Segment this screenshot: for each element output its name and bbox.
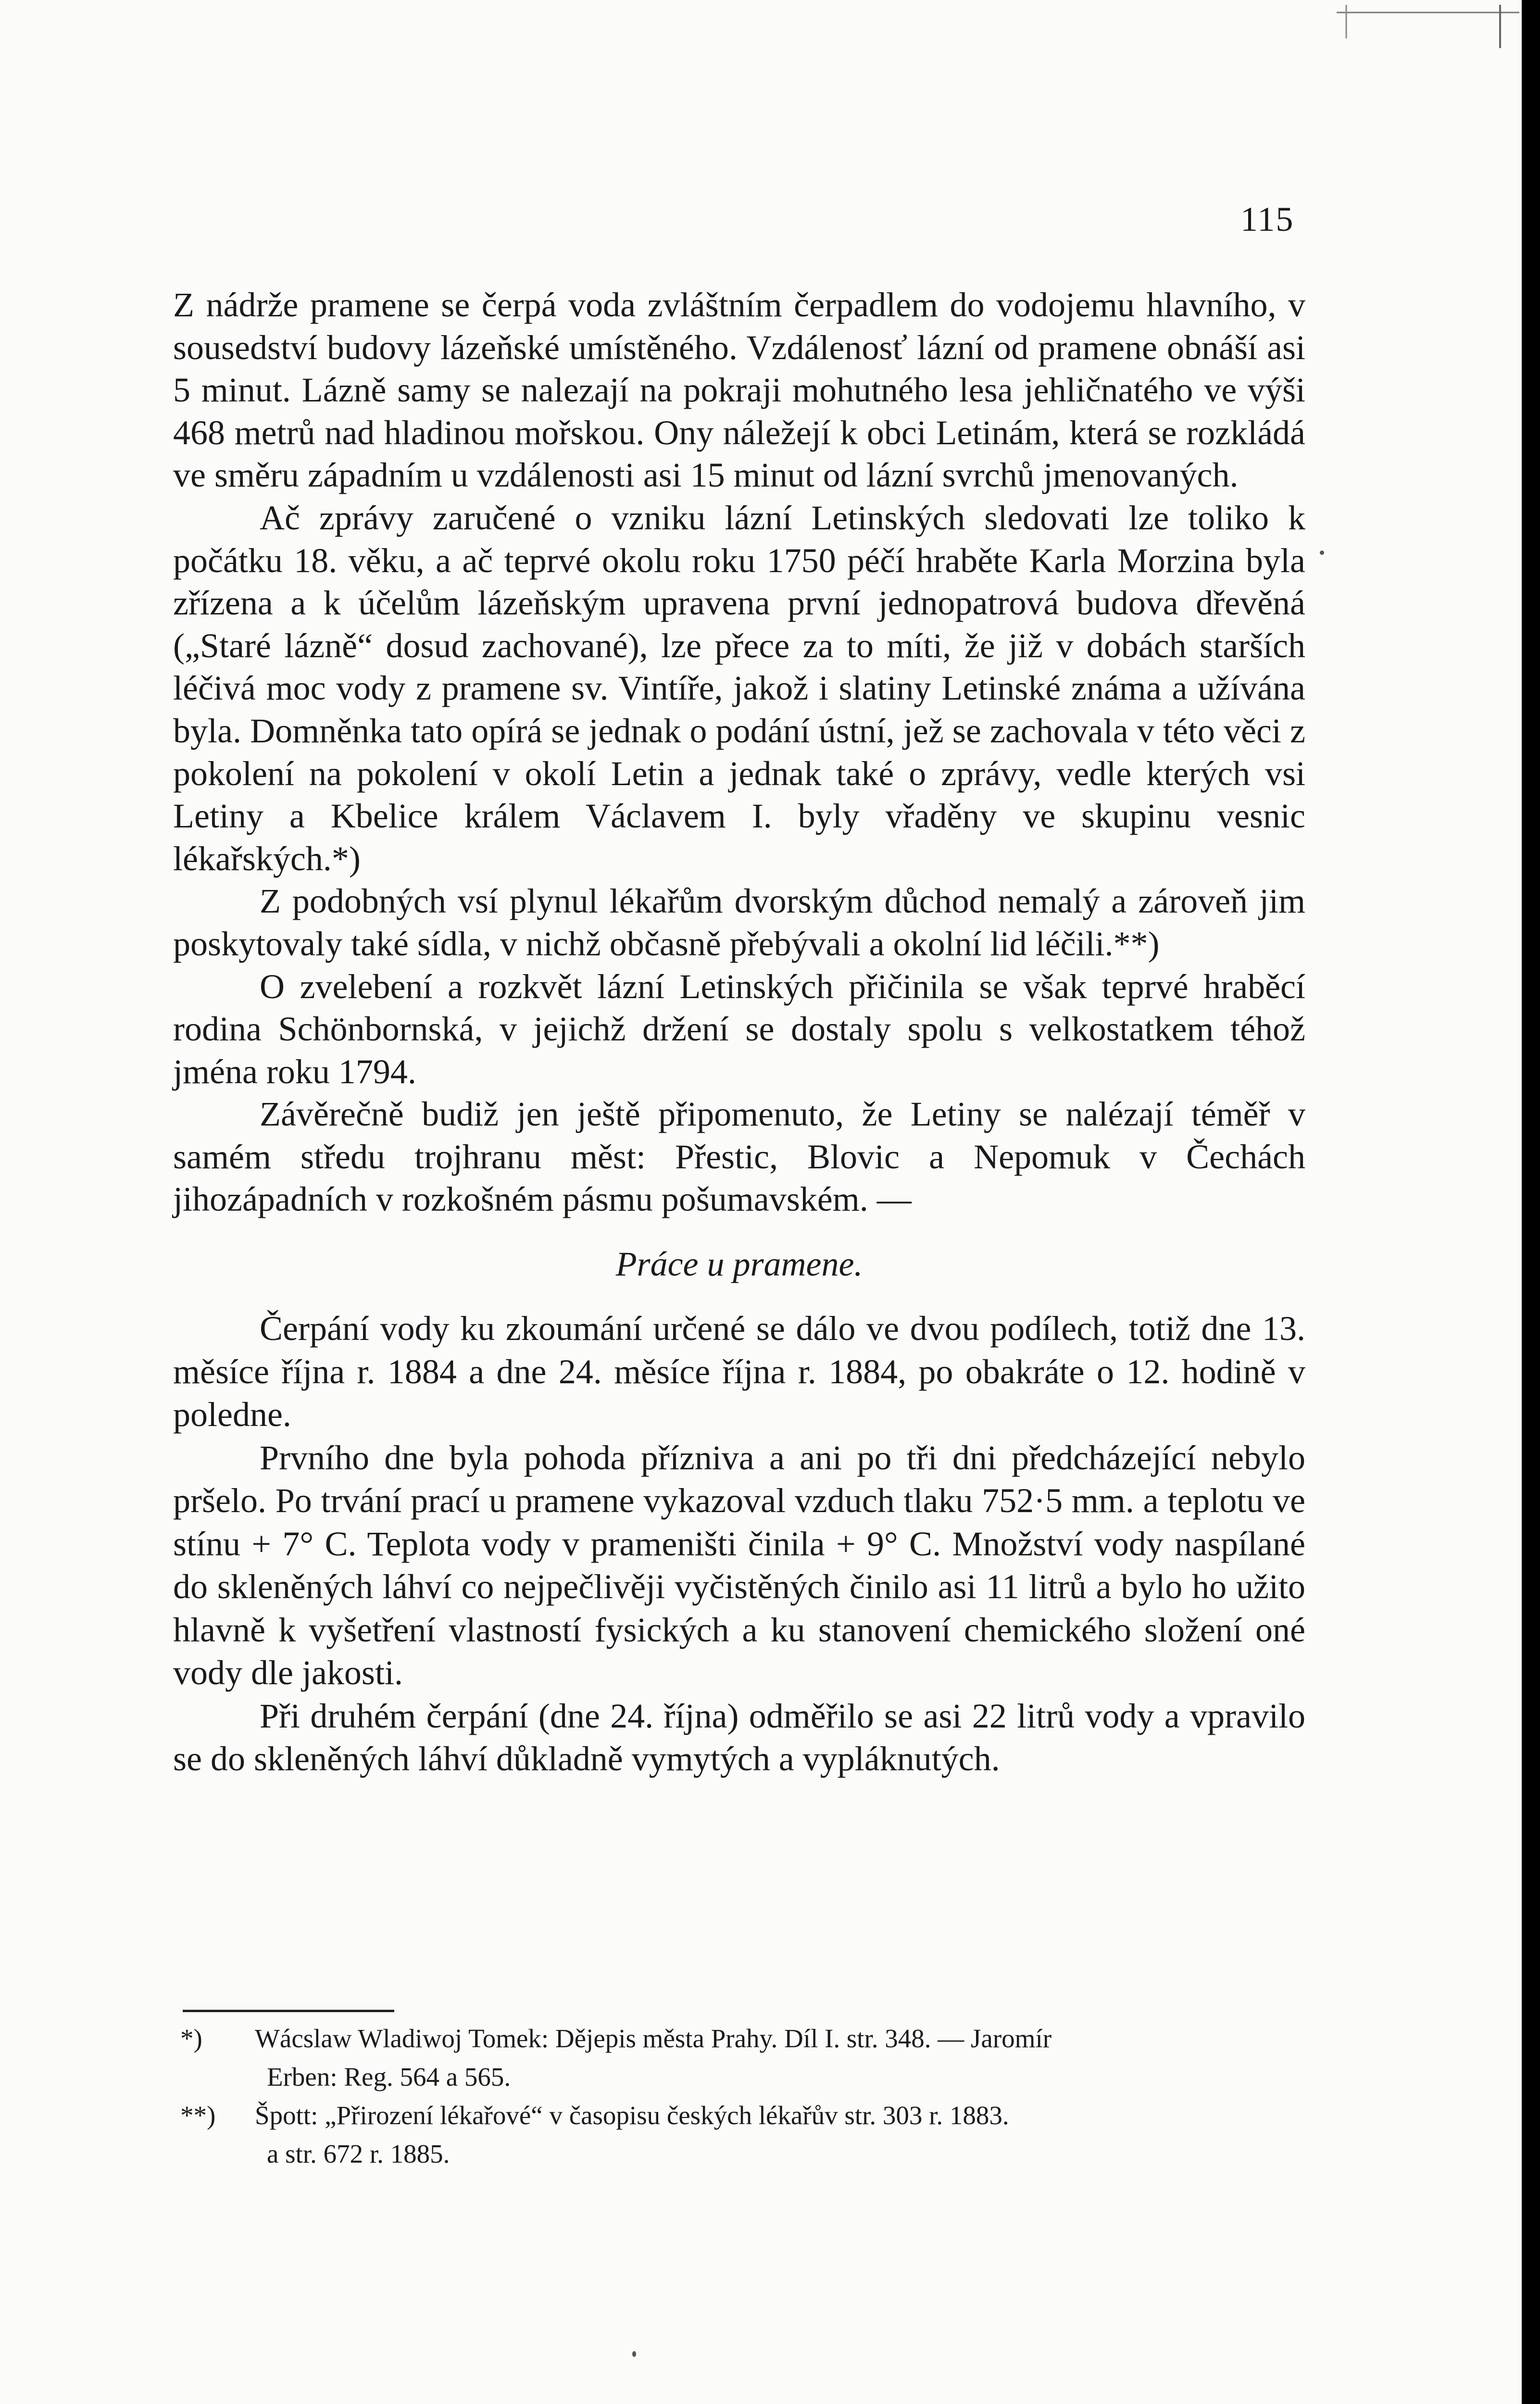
footnote-line: Špott: „Přirození lékařové“ v časopisu českých lékařův str. 303 r. 1883. <box>255 2101 1009 2130</box>
paragraph-spa-history: Ač zprávy zaručené o vzniku lázní Letinských sledovati lze toliko k počátku 18. věku, a ač teprvé okolu roku 1750 péčí hraběte Karla Morzina byla zřízena a k účelům lázeňským upravena první jednopatrová budova dřevěná („Staré lázně“ dosud zachované), lze přece za to míti, že již v dobách starších léčivá moc vody z pramene sv. Vintíře, jakož i slatiny Letinské známa a užívána byla. Domněnka tato opírá se jednak o podání ústní, jež se zachovala v této věci z pokolení na pokolení v okolí Letin a jednak také o zprávy, vedle kterých vsi Letiny a Kbelice králem Václavem I. byly vřaděny ve skupinu vesnic lékařských.*) <box>173 498 1305 878</box>
body-text <box>173 284 1305 1781</box>
paragraph-location: Závěrečně budiž jen ještě připomenuto, že Letiny se nalézají téměř v samém středu trojhranu měst: Přestic, Blovic a Nepomuk v Čechách jihozápadních v rozkošném pásmu pošumavském. — <box>173 1095 1305 1219</box>
paragraph-water-reservoir: Z nádrže pramene se čerpá voda zvláštním čerpadlem do vodojemu hlavního, v sousedství budovy lázeňské umístěného. Vzdálenosť lázní od pramene obnáší asi 5 minut. Lázně samy se nalezají na pokraji mohutného lesa jehličnatého ve výši 468 metrů nad hladinou mořskou. Ony náležejí k obci Letinám, která se rozkládá ve směru západním u vzdálenosti asi 15 minut od lázní svrchů jmenovaných. <box>173 286 1305 495</box>
footnote <box>180 2019 1305 2096</box>
footnotes <box>180 2019 1305 2173</box>
footnote-continuation: Erben: Reg. 564 a 565. <box>267 2062 511 2091</box>
section-spring-description <box>173 284 1305 1221</box>
footnote <box>180 2096 1305 2173</box>
page-number: 115 <box>1240 200 1294 238</box>
print-speck <box>1320 551 1324 555</box>
section-spring-work <box>173 1307 1305 1781</box>
paragraph-second-sampling: Při druhém čerpání (dne 24. října) odměřilo se asi 22 litrů vody a vpravilo se do skleněných láhví důkladně vymytých a vypláknutých. <box>173 1696 1305 1778</box>
paragraph-schonborn-family: O zvelebení a rozkvět lázní Letinských přičinila se však teprvé hraběcí rodina Schönbornská, v jejichž držení se dostaly spolu s velkostatkem téhož jména roku 1794. <box>173 967 1305 1091</box>
scan-edge-mark <box>1337 5 1519 48</box>
paragraph-first-day: Prvního dne byla pohoda přízniva a ani po tři dni předcházející nebylo pršelo. Po trvání prací u pramene vykazoval vzduch tlaku 752·5 mm. a teplotu ve stínu + 7° C. Teplota vody v prameništi činila + 9° C. Množství vody naspílané do skleněných láhví co nejpečlivěji vyčistěných činilo asi 11 litrů a bylo ho užito hlavně k vyšetření vlastností fysických a ku stanovení chemického složení oné vody dle jakosti. <box>173 1438 1305 1692</box>
paragraph-sampling-dates: Čerpání vody ku zkoumání určené se dálo ve dvou podílech, totiž dne 13. měsíce října r. 1884 a dne 24. měsíce října r. 1884, po obakráte o 12. hodině v poledne. <box>173 1309 1305 1434</box>
footnote-line: Wácslaw Wladiwoj Tomek: Dějepis města Prahy. Díl I. str. 348. — Jaromír <box>255 2024 1052 2053</box>
paragraph-court-physicians: Z podobných vsí plynul lékařům dvorským důchod nemalý a zároveň jim poskytovaly také sídla, v nichž občasně přebývali a okolní lid léčili.**) <box>173 882 1305 963</box>
footnote-divider <box>183 2010 394 2012</box>
footnote-mark: *) <box>180 2024 202 2053</box>
print-speck <box>632 2351 636 2357</box>
section-heading: Práce u pramene. <box>615 1245 863 1284</box>
footnote-mark: **) <box>180 2101 216 2130</box>
footnote-continuation: a str. 672 r. 1885. <box>267 2139 450 2168</box>
